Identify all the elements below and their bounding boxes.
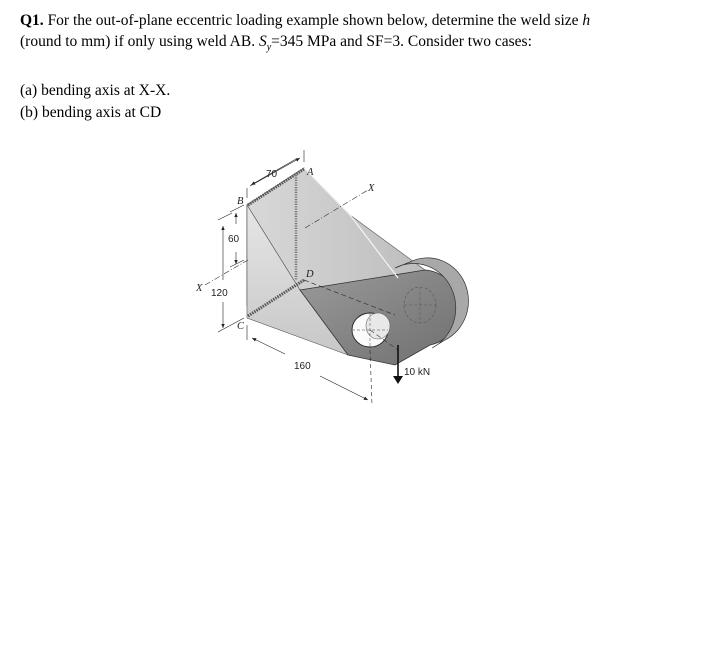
case-b: (b) bending axis at CD [20,104,162,121]
question-number: Q1. [20,12,44,29]
dim-60-label: 60 [228,234,240,245]
question-line-1: For the out-of-plane eccentric loading example shown below, determine the weld size [47,12,579,29]
bracket-body [247,168,468,365]
dimension-60 [228,205,244,267]
dim-120-label: 120 [211,288,228,299]
weld-size-symbol: h [582,12,591,29]
question-line-2b: =345 MPa and SF=3. Consider two cases: [271,33,532,50]
yield-strength-symbol: S [258,33,267,50]
question-line-2a: (round to mm) if only using weld AB. [20,33,256,50]
axis-x-left-label: X [196,283,203,294]
dim-160-label: 160 [294,361,311,372]
point-d-label: D [306,269,314,280]
yield-strength-subscript: y [266,42,272,54]
point-b-label: B [237,196,244,207]
dim-70-label: 70 [266,169,278,180]
axis-x-right-label: X [368,183,375,194]
point-c-label: C [237,321,245,332]
point-a-label: A [307,167,314,178]
load-label: 10 kN [404,367,431,378]
dimension-120 [211,213,244,332]
case-a: (a) bending axis at X-X. [20,82,171,99]
